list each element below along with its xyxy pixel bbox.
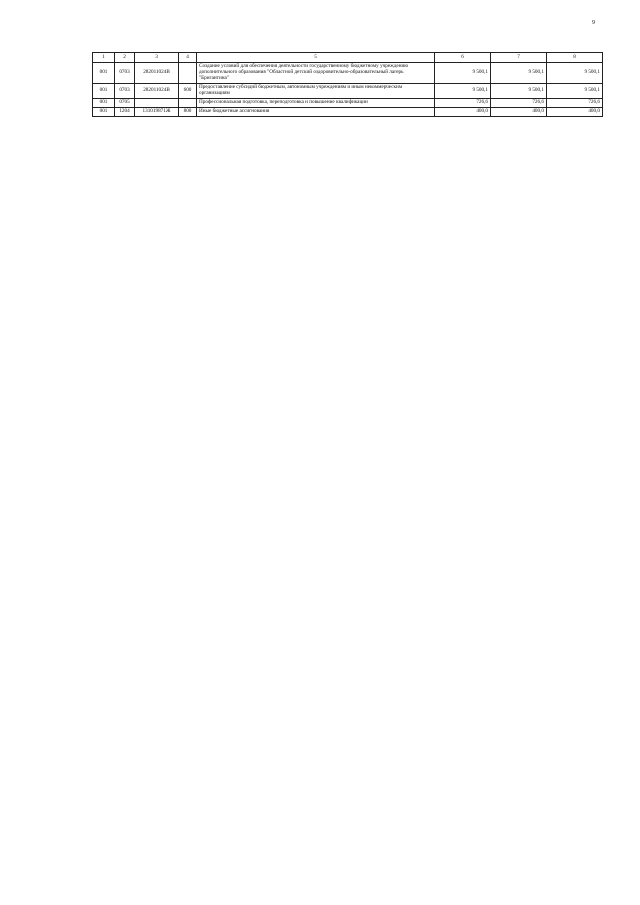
- cell-year-3: 9 500,1: [547, 63, 603, 84]
- col-header: 1: [93, 53, 115, 63]
- cell-razdel: 0705: [115, 98, 135, 107]
- table-row: [93, 98, 603, 107]
- cell-year-3: 9 500,1: [547, 83, 603, 98]
- col-header: 7: [491, 53, 547, 63]
- cell-ved: 001: [93, 63, 115, 84]
- cell-year-1: 9 500,1: [435, 63, 491, 84]
- cell-razdel: 1204: [115, 107, 135, 116]
- col-header: 8: [547, 53, 603, 63]
- col-header: 5: [197, 53, 435, 63]
- cell-razdel: 0703: [115, 83, 135, 98]
- col-header: 6: [435, 53, 491, 63]
- cell-target-article: 282011024В: [135, 83, 179, 98]
- cell-year-2: 9 500,1: [491, 63, 547, 84]
- cell-year-3: 726,6: [547, 98, 603, 107]
- cell-year-1: 726,6: [435, 98, 491, 107]
- cell-ved: 001: [93, 83, 115, 98]
- table-row: [93, 63, 603, 84]
- cell-razdel: 0703: [115, 63, 135, 84]
- cell-target-article: 282011024В: [135, 63, 179, 84]
- cell-year-2: 9 500,1: [491, 83, 547, 98]
- cell-name: Предоставление субсидий бюджетным, автономным учреждениям и иным некоммерческим организациям: [197, 83, 435, 98]
- col-header: 3: [135, 53, 179, 63]
- cell-year-1: 400,0: [435, 107, 491, 116]
- cell-target-article: [135, 98, 179, 107]
- col-header: 4: [179, 53, 197, 63]
- budget-table: [92, 52, 603, 117]
- header-row: [93, 53, 603, 63]
- cell-ved: 001: [93, 107, 115, 116]
- cell-year-1: 9 500,1: [435, 83, 491, 98]
- cell-expense-type: 800: [179, 107, 197, 116]
- cell-name: Создание условий для обеспечения деятельности государственному бюджетному учреждению дополнительного образования "Областной детский оздоровительно-образовательный лагерь "Бригантина": [197, 63, 435, 84]
- cell-expense-type: [179, 63, 197, 84]
- cell-name: Иные бюджетные ассигнования: [197, 107, 435, 116]
- cell-target-article: 131019871Ж: [135, 107, 179, 116]
- table-row: [93, 107, 603, 116]
- cell-ved: 001: [93, 98, 115, 107]
- cell-year-3: 400,0: [547, 107, 603, 116]
- page-number: 9: [592, 20, 595, 26]
- cell-expense-type: [179, 98, 197, 107]
- col-header: 2: [115, 53, 135, 63]
- cell-expense-type: 600: [179, 83, 197, 98]
- table-row: [93, 83, 603, 98]
- cell-name: Профессиональная подготовка, переподготовка и повышение квалификации: [197, 98, 435, 107]
- cell-year-2: 726,6: [491, 98, 547, 107]
- cell-year-2: 400,0: [491, 107, 547, 116]
